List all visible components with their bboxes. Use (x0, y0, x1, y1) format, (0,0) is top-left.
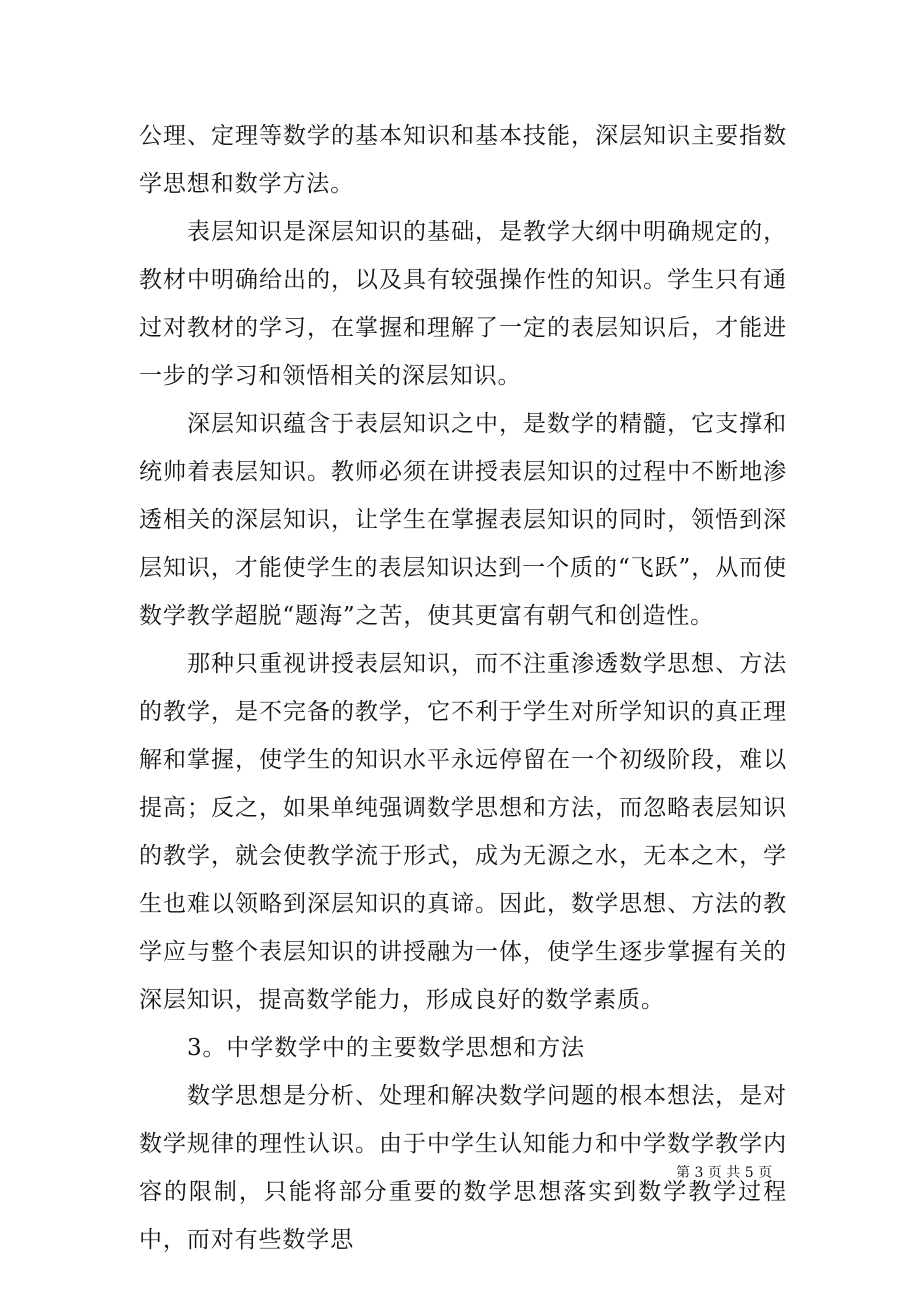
paragraph-5: 数学思想是分析、处理和解决数学问题的根本想法，是对数学规律的理性认识。由于中学生认知能力和中学数学教学内容的限制，只能将部分重要的数学思想落实到数学教学过程中，而对有些数学思 (139, 1083, 787, 1253)
document-body (139, 112, 787, 1264)
page-footer: 第 3 页 共 5 页 (676, 1165, 773, 1181)
paragraph-4: 那种只重视讲授表层知识，而不注重渗透数学思想、方法的教学，是不完备的教学，它不利于学生对所学知识的真正理解和掌握，使学生的知识水平永远停留在一个初级阶段，难以提高；反之，如果单纯强调数学思想和方法，而忽略表层知识的教学，就会使教学流于形式，成为无源之水，无本之木，学生也难以领略到深层知识的真谛。因此，数学思想、方法的教学应与整个表层知识的讲授融为一体，使学生逐步掌握有关的深层知识，提高数学能力，形成良好的数学素质。 (139, 651, 787, 1013)
paragraph-2: 表层知识是深层知识的基础，是教学大纲中明确规定的，教材中明确给出的，以及具有较强操作性的知识。学生只有通过对教材的学习，在掌握和理解了一定的表层知识后，才能进一步的学习和领悟相关的深层知识。 (139, 219, 787, 389)
paragraph-3: 深层知识蕴含于表层知识之中，是数学的精髓，它支撑和统帅着表层知识。教师必须在讲授表层知识的过程中不断地渗透相关的深层知识，让学生在掌握表层知识的同时，领悟到深层知识，才能使学生的表层知识达到一个质的“飞跃”，从而使数学教学超脱“题海”之苦，使其更富有朝气和创造性。 (139, 411, 787, 629)
paragraph-1: 公理、定理等数学的基本知识和基本技能，深层知识主要指数学思想和数学方法。 (139, 123, 787, 197)
section-heading: 3。中学数学中的主要数学思想和方法 (187, 1035, 585, 1061)
